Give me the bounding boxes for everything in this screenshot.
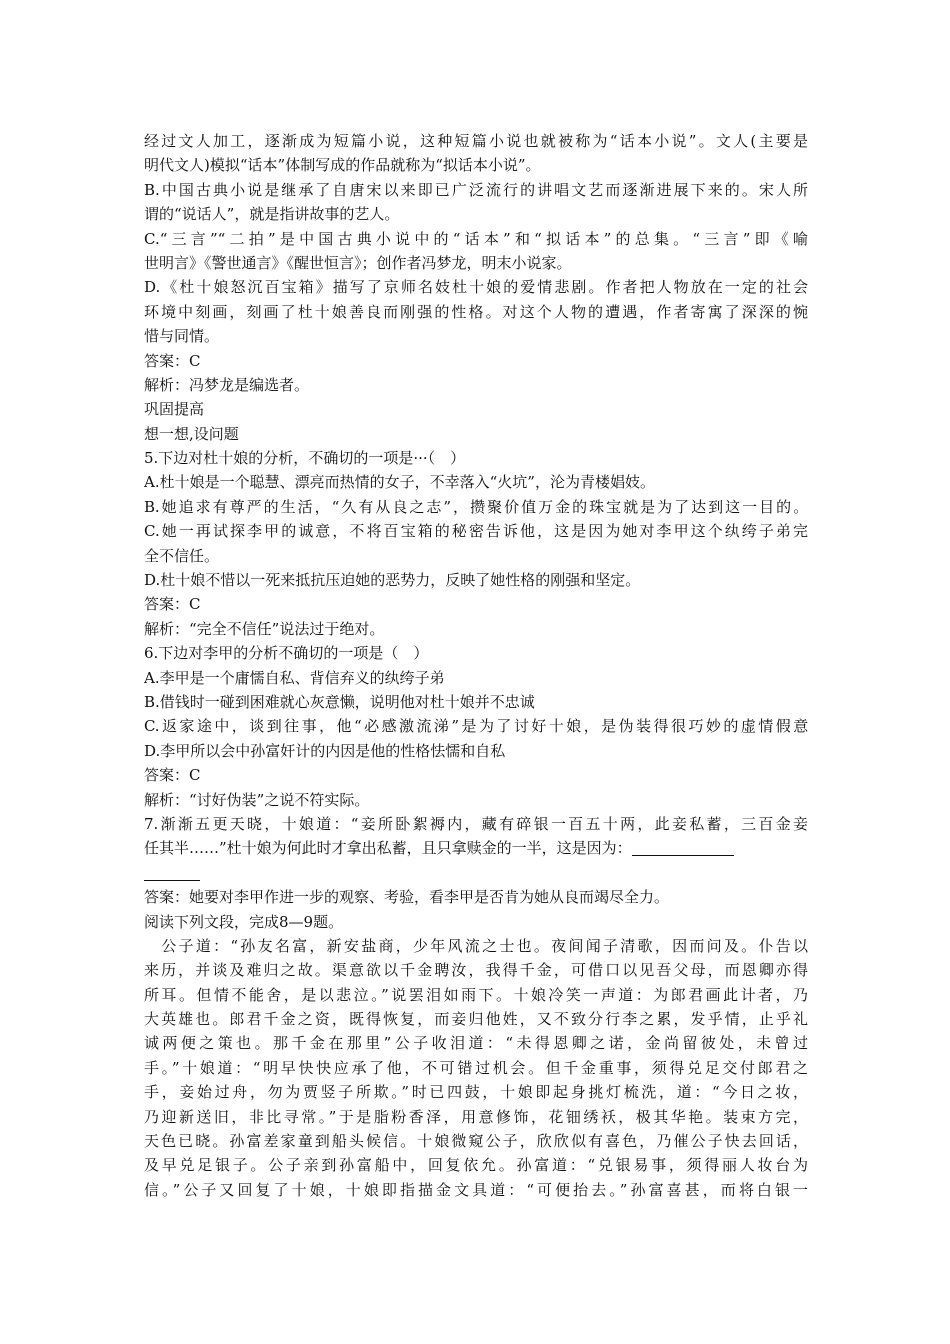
- section-subheading: 想一想,设问题: [144, 424, 239, 443]
- option-a-line: A.李甲是一个庸懦自私、背信弃义的纨绔子弟: [144, 668, 445, 687]
- option-a-line: A.杜十娘是一个聪慧、漂亮而热情的女子，不幸落入“火坑”，沦为青楼娼妓。: [144, 473, 655, 492]
- option-c-line: C.“三言”“二拍”是中国古典小说中的“话本”和“拟话本”的总集。“三言”即《喻: [144, 229, 808, 248]
- answer-line: 答案：C: [144, 351, 201, 370]
- option-d-line: D.《杜十娘怒沉百宝箱》描写了京师名妓杜十娘的爱情悲剧。作者把人物放在一定的社会: [144, 278, 808, 297]
- passage-line: 手，妾始过舟，勿为贾竖子所欺。”时已四鼓，十娘即起身挑灯梳洗，道：“今日之妆，: [144, 1083, 808, 1102]
- section-heading: 巩固提高: [144, 400, 205, 419]
- text-line: [144, 861, 808, 885]
- passage-line: 乃迎新送旧，非比寻常。”于是脂粉香泽，用意修饰，花钿绣袄，极其华艳。装束方完，: [144, 1107, 808, 1126]
- answer-blank: [144, 865, 200, 881]
- answer-blank: [632, 840, 734, 856]
- passage-line: 信。”公子又回复了十娘，十娘即指描金文具道：“可便抬去。”孙富喜甚，而将白银一: [144, 1180, 808, 1199]
- instruction-line: 阅读下列文段，完成8—9题。: [144, 912, 344, 931]
- explanation-line: 解析：“完全不信任”说法过于绝对。: [144, 619, 385, 638]
- document-page: [144, 129, 808, 1202]
- passage-line: 诚两便之策也。那千金在那里”公子收泪道：“未得恩卿之诺，金尚留彼处，未曾过: [144, 1034, 808, 1053]
- text-line: 世明言》《警世通言》《醒世恒言》；创作者冯梦龙，明末小说家。: [144, 253, 572, 272]
- passage-line: 公子道：“孙友名富，新安盐商，少年风流之士也。夜间闻子清歌，因而问及。仆告以: [144, 936, 808, 955]
- passage-line: 大英雄也。郎君千金之资，既得恢复，而妾归他姓，又不致分行李之累，发乎情，止乎礼: [144, 1010, 808, 1029]
- option-c-line: C.她一再试探李甲的诚意，不将百宝箱的秘密告诉他，这是因为她对李甲这个纨绔子弟完: [144, 522, 808, 541]
- explanation-line: 解析：“讨好伪装”之说不符实际。: [144, 790, 370, 809]
- option-d-line: D.杜十娘不惜以一死来抵抗压迫她的恶势力，反映了她性格的刚强和坚定。: [144, 571, 641, 590]
- option-c-line: C.返家途中，谈到往事，他“必感激流涕”是为了讨好十娘，是伪装得很巧妙的虚情假意: [144, 717, 808, 736]
- passage-line: 天色已晓。孙富差家童到船头候信。十娘微窥公子，欣欣似有喜色，乃催公子快去回话，: [144, 1132, 808, 1151]
- option-b-line: B.她追求有尊严的生活，“久有从良之志”，攒聚价值万金的珠宝就是为了达到这一目的。: [144, 497, 808, 516]
- answer-line: 答案：她要对李甲作进一步的观察、考验，看李甲是否肯为她从良而竭尽全力。: [144, 888, 670, 907]
- question-7-text: 任其半……”杜十娘为何此时才拿出私蓄，且只拿赎金的一半，这是因为：: [144, 839, 632, 858]
- passage-line: 所耳。但情不能舍，是以悲泣。”说罢泪如雨下。十娘冷笑一声道：为郎君画此计者，乃: [144, 985, 808, 1004]
- option-b-line: B.中国古典小说是继承了自唐宋以来即已广泛流行的讲唱文艺而逐渐进展下来的。宋人所: [144, 180, 808, 199]
- text-line: 经过文人加工，逐渐成为短篇小说，这种短篇小说也就被称为“话本小说”。文人(主要是: [144, 132, 808, 150]
- question-6: 6.下边对李甲的分析不确切的一项是（ ）: [144, 644, 429, 663]
- text-line: [144, 836, 808, 860]
- text-line: 全不信任。: [144, 546, 220, 565]
- text-line: 明代文人)模拟“话本”体制写成的作品就称为“拟话本小说”。: [144, 156, 541, 175]
- text-line: 谓的“说话人”，就是指讲故事的艺人。: [144, 205, 400, 224]
- text-line: 环境中刻画，刻画了杜十娘善良而刚强的性格。对这个人物的遭遇，作者寄寓了深深的惋: [144, 302, 808, 321]
- passage-line: 手。”十娘道：“明早快快应承了他，不可错过机会。但千金重事，须得兑足交付郎君之: [144, 1058, 808, 1077]
- question-5: 5.下边对杜十娘的分析，不确切的一项是···（ ）: [144, 449, 466, 468]
- answer-line: 答案：C: [144, 595, 201, 614]
- passage-line: 来历，并谈及难归之故。渠意欲以千金聘汝，我得千金，可借口以见吾父母，而恩卿亦得: [144, 961, 808, 980]
- option-b-line: B.借钱时一碰到困难就心灰意懒，说明他对杜十娘并不忠诚: [144, 692, 535, 711]
- option-d-line: D.李甲所以会中孙富奸计的内因是他的性格怯懦和自私: [144, 741, 506, 760]
- passage-line: 及早兑足银子。公子亲到孙富船中，回复依允。孙富道：“兑银易事，须得丽人妆台为: [144, 1156, 808, 1175]
- question-7: 7.渐渐五更天晓，十娘道：“妾所卧絮褥内，藏有碎银一百五十两，此妾私蓄，三百金妾: [144, 814, 808, 833]
- text-line: 惜与同情。: [144, 327, 220, 346]
- answer-line: 答案：C: [144, 766, 201, 785]
- explanation-line: 解析：冯梦龙是编选者。: [144, 375, 310, 394]
